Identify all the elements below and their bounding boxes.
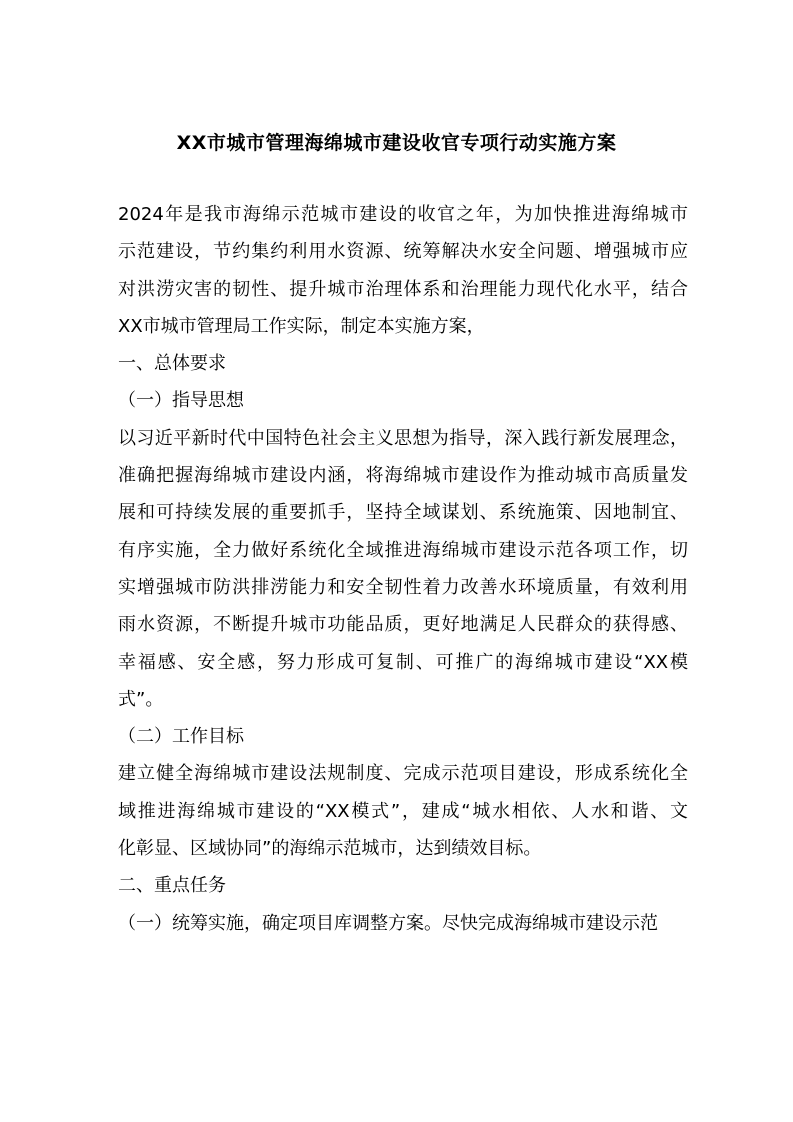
subsection-heading xyxy=(118,718,688,755)
subsection-heading xyxy=(118,382,688,419)
text-line: 展和可持续发展的重要抓手，坚持全域谋划、系统施策、因地制宜、 xyxy=(118,502,688,524)
section-heading xyxy=(118,867,688,904)
text-line: XX市城市管理局工作实际，制定本实施方案， xyxy=(118,315,485,337)
text-line: （一）统筹实施，确定项目库调整方案。尽快完成海绵城市建设示范 xyxy=(118,912,658,934)
text-line: 一、总体要求 xyxy=(118,353,226,375)
text-line: 实增强城市防洪排涝能力和安全韧性着力改善水环境质量，有效利用 xyxy=(118,576,688,598)
text-line: 有序实施，全力做好系统化全域推进海绵城市建设示范各项工作，切 xyxy=(118,539,688,561)
body-paragraph xyxy=(118,196,688,345)
section-heading xyxy=(118,345,688,382)
text-line: 准确把握海绵城市建设内涵，将海绵城市建设作为推动城市高质量发 xyxy=(118,465,688,487)
document-title: XX市城市管理海绵城市建设收官专项行动实施方案 xyxy=(176,132,617,154)
text-line: 雨水资源，不断提升城市功能品质，更好地满足人民群众的获得感、 xyxy=(118,614,688,636)
document-body xyxy=(118,196,688,942)
text-line: 幸福感、安全感，努力形成可复制、可推广的海绵城市建设“XX模 xyxy=(118,651,688,673)
text-line: 域推进海绵城市建设的“XX模式”，建成“城水相依、人水和谐、文 xyxy=(118,800,688,822)
text-line: （二）工作目标 xyxy=(118,726,244,748)
text-line: 建立健全海绵城市建设法规制度、完成示范项目建设，形成系统化全 xyxy=(118,763,688,785)
body-paragraph xyxy=(118,905,688,942)
text-line: 式”。 xyxy=(118,688,164,710)
text-line: 2024年是我市海绵示范城市建设的收官之年，为加快推进海绵城市 xyxy=(118,204,688,225)
text-line: 二、重点任务 xyxy=(118,875,226,897)
body-paragraph xyxy=(118,420,688,718)
text-line: 化彰显、区域协同”的海绵示范城市，达到绩效目标。 xyxy=(118,838,542,860)
text-line: 对洪涝灾害的韧性、提升城市治理体系和治理能力现代化水平，结合 xyxy=(118,278,688,300)
text-line: （一）指导思想 xyxy=(118,390,244,412)
text-line: 以习近平新时代中国特色社会主义思想为指导，深入践行新发展理念， xyxy=(118,427,688,449)
body-paragraph xyxy=(118,755,688,867)
text-line: 示范建设，节约集约利用水资源、统筹解决水安全问题、增强城市应 xyxy=(118,241,688,263)
